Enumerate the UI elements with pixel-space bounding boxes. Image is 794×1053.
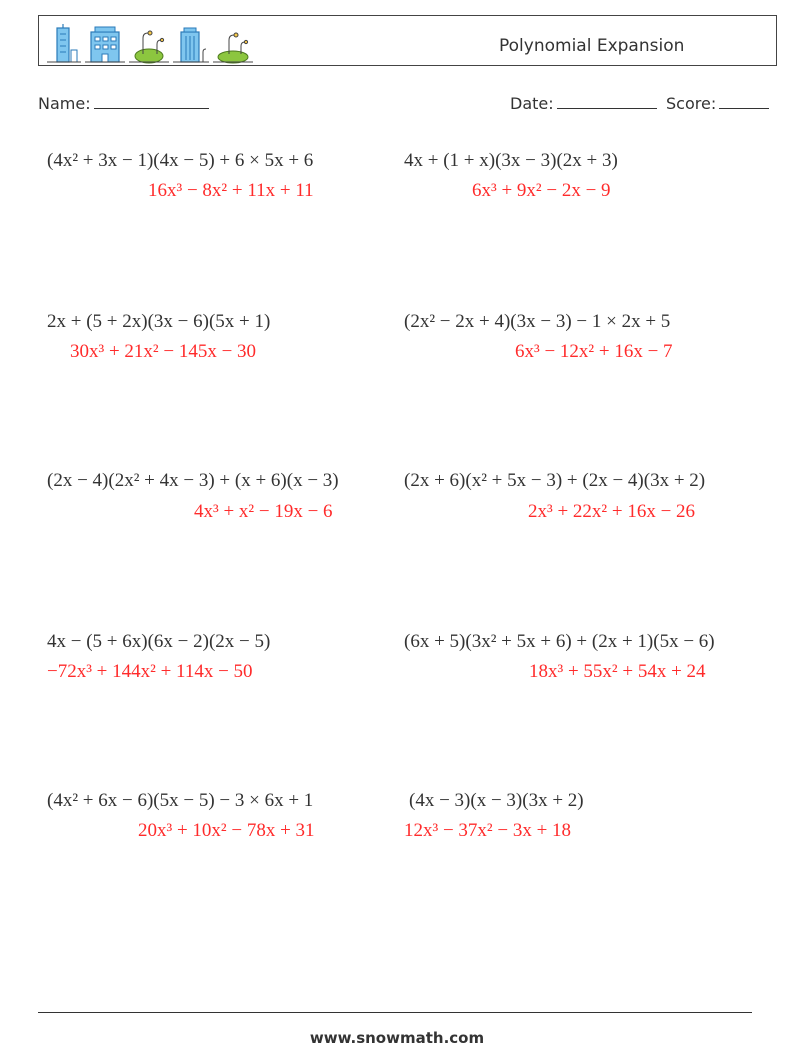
problem-9-answer: 20x³ + 10x² − 78x + 31 bbox=[138, 820, 315, 841]
name-label: Name: bbox=[38, 94, 91, 113]
name-field bbox=[38, 93, 209, 113]
problem-5-answer: 4x³ + x² − 19x − 6 bbox=[194, 501, 333, 522]
problem-5-question: (2x − 4)(2x² + 4x − 3) + (x + 6)(x − 3) bbox=[47, 470, 339, 491]
header-icons bbox=[45, 20, 253, 64]
name-blank[interactable] bbox=[94, 93, 209, 109]
park-icon bbox=[129, 24, 169, 64]
footer-website[interactable]: www.snowmath.com bbox=[309, 1029, 485, 1047]
score-blank[interactable] bbox=[719, 93, 769, 109]
date-label: Date: bbox=[510, 94, 554, 113]
problem-10-answer: 12x³ − 37x² − 3x + 18 bbox=[404, 820, 572, 841]
problem-6-answer: 2x³ + 22x² + 16x − 26 bbox=[528, 501, 696, 522]
footer-divider bbox=[38, 1012, 752, 1013]
tower-icon bbox=[173, 24, 209, 64]
score-label: Score: bbox=[666, 94, 717, 113]
problem-10-question: (4x − 3)(x − 3)(3x + 2) bbox=[409, 790, 584, 811]
problem-1-answer: 16x³ − 8x² + 11x + 11 bbox=[148, 180, 314, 201]
office-building-icon bbox=[85, 24, 125, 64]
problem-8-answer: 18x³ + 55x² + 54x + 24 bbox=[529, 661, 706, 682]
problem-1-question: (4x² + 3x − 1)(4x − 5) + 6 × 5x + 6 bbox=[47, 150, 314, 171]
page-title: Polynomial Expansion bbox=[499, 36, 685, 56]
problem-6-question: (2x + 6)(x² + 5x − 3) + (2x − 4)(3x + 2) bbox=[404, 470, 706, 491]
problem-3-answer: 30x³ + 21x² − 145x − 30 bbox=[70, 341, 257, 362]
problem-8-question: (6x + 5)(3x² + 5x + 6) + (2x + 1)(5x − 6) bbox=[404, 631, 715, 652]
problem-4-question: (2x² − 2x + 4)(3x − 3) − 1 × 2x + 5 bbox=[404, 311, 671, 332]
header-box bbox=[38, 15, 777, 66]
skyscraper-icon bbox=[45, 24, 81, 64]
date-field bbox=[510, 93, 657, 113]
problem-2-question: 4x + (1 + x)(3x − 3)(2x + 3) bbox=[404, 150, 618, 171]
problem-7-answer: −72x³ + 144x² + 114x − 50 bbox=[47, 661, 253, 682]
problem-4-answer: 6x³ − 12x² + 16x − 7 bbox=[515, 341, 673, 362]
problem-9-question: (4x² + 6x − 6)(5x − 5) − 3 × 6x + 1 bbox=[47, 790, 314, 811]
park-icon bbox=[213, 24, 253, 64]
problem-3-question: 2x + (5 + 2x)(3x − 6)(5x + 1) bbox=[47, 311, 271, 332]
problem-2-answer: 6x³ + 9x² − 2x − 9 bbox=[472, 180, 611, 201]
score-field bbox=[666, 93, 769, 113]
problem-7-question: 4x − (5 + 6x)(6x − 2)(2x − 5) bbox=[47, 631, 271, 652]
date-blank[interactable] bbox=[557, 93, 657, 109]
